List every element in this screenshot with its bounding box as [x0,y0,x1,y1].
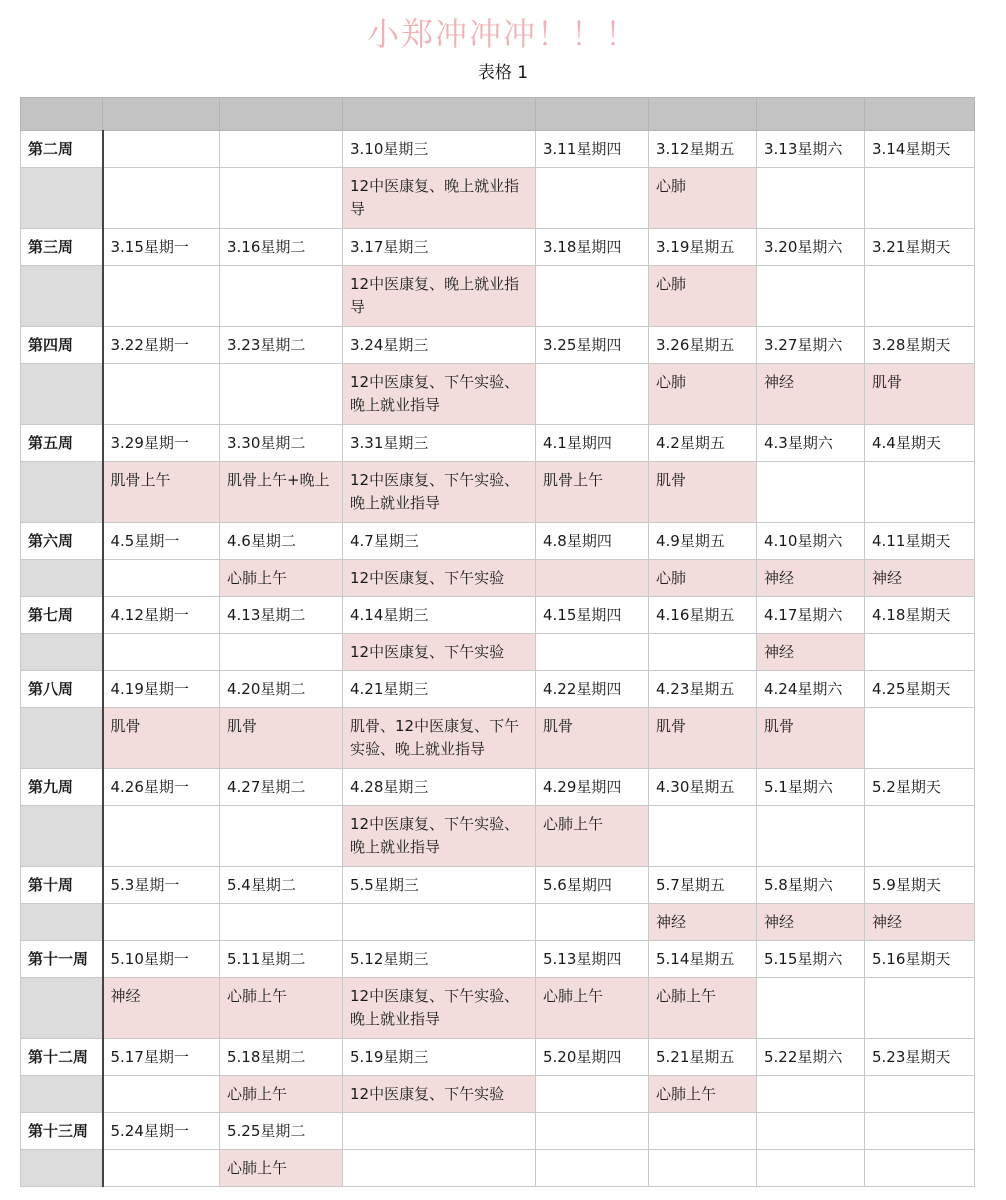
date-cell: 4.17星期六 [757,597,865,634]
date-cell: 5.20星期四 [536,1039,649,1076]
date-cell: 4.7星期三 [343,523,536,560]
date-cell: 5.3星期一 [103,867,220,904]
week-activity-row [21,364,975,425]
activity-cell [865,266,975,327]
date-cell: 5.18星期二 [220,1039,343,1076]
activity-cell [536,904,649,941]
week-label: 第四周 [21,327,103,364]
date-cell [343,1113,536,1150]
date-cell: 3.30星期二 [220,425,343,462]
activity-cell: 肌骨上午+晚上 [220,462,343,523]
date-cell: 4.21星期三 [343,671,536,708]
date-cell: 4.8星期四 [536,523,649,560]
header-cell [220,98,343,131]
week-label: 第二周 [21,131,103,168]
date-cell: 3.16星期二 [220,229,343,266]
activity-cell [103,806,220,867]
date-cell: 3.27星期六 [757,327,865,364]
activity-cell [757,806,865,867]
date-cell: 5.12星期三 [343,941,536,978]
week-date-row [21,1113,975,1150]
date-cell: 4.29星期四 [536,769,649,806]
activity-cell: 12中医康复、晚上就业指导 [343,168,536,229]
activity-cell [865,708,975,769]
activity-cell: 肌骨 [649,462,757,523]
activity-cell: 肌骨 [757,708,865,769]
activity-cell [103,1150,220,1187]
activity-cell [220,634,343,671]
date-cell: 5.22星期六 [757,1039,865,1076]
activity-cell [757,168,865,229]
date-cell: 4.19星期一 [103,671,220,708]
date-cell: 3.13星期六 [757,131,865,168]
date-cell: 4.2星期五 [649,425,757,462]
date-cell: 4.22星期四 [536,671,649,708]
week-activity-row [21,904,975,941]
activity-cell: 心肺上午 [220,1150,343,1187]
activity-cell [865,806,975,867]
activity-cell [103,560,220,597]
week-label: 第十一周 [21,941,103,978]
date-cell: 5.14星期五 [649,941,757,978]
date-cell: 4.13星期二 [220,597,343,634]
activity-cell [649,634,757,671]
week-label: 第十三周 [21,1113,103,1150]
activity-cell [865,978,975,1039]
week-label-spacer [21,904,103,941]
week-activity-row [21,462,975,523]
activity-cell: 肌骨 [865,364,975,425]
week-activity-row [21,266,975,327]
date-cell: 4.14星期三 [343,597,536,634]
activity-cell [536,560,649,597]
date-cell: 5.4星期二 [220,867,343,904]
date-cell: 3.12星期五 [649,131,757,168]
activity-cell: 12中医康复、下午实验、晚上就业指导 [343,806,536,867]
activity-cell [865,634,975,671]
week-date-row [21,597,975,634]
date-cell: 5.7星期五 [649,867,757,904]
header-cell [103,98,220,131]
activity-cell [757,462,865,523]
activity-cell: 肌骨 [649,708,757,769]
activity-cell: 12中医康复、晚上就业指导 [343,266,536,327]
date-cell: 5.11星期二 [220,941,343,978]
activity-cell [103,266,220,327]
week-date-row [21,769,975,806]
week-label-spacer [21,266,103,327]
date-cell [757,1113,865,1150]
activity-cell: 肌骨 [103,708,220,769]
date-cell: 4.23星期五 [649,671,757,708]
activity-cell: 神经 [865,560,975,597]
week-label: 第九周 [21,769,103,806]
activity-cell: 心肺上午 [536,806,649,867]
week-label-spacer [21,978,103,1039]
activity-cell [536,266,649,327]
date-cell: 4.16星期五 [649,597,757,634]
week-activity-row [21,806,975,867]
date-cell: 4.30星期五 [649,769,757,806]
activity-cell: 肌骨上午 [536,462,649,523]
activity-cell [536,1150,649,1187]
activity-cell: 肌骨上午 [103,462,220,523]
date-cell: 5.24星期一 [103,1113,220,1150]
activity-cell: 心肺上午 [649,1076,757,1113]
header-cell [343,98,536,131]
activity-cell: 12中医康复、下午实验、晚上就业指导 [343,462,536,523]
date-cell: 4.28星期三 [343,769,536,806]
activity-cell [220,904,343,941]
date-cell: 3.21星期天 [865,229,975,266]
date-cell: 3.19星期五 [649,229,757,266]
header-cell [649,98,757,131]
activity-cell: 12中医康复、下午实验 [343,1076,536,1113]
week-activity-row [21,1076,975,1113]
week-date-row [21,523,975,560]
activity-cell: 心肺上午 [536,978,649,1039]
date-cell: 4.11星期天 [865,523,975,560]
activity-cell [343,904,536,941]
week-label-spacer [21,560,103,597]
activity-cell: 神经 [757,634,865,671]
week-activity-row [21,560,975,597]
activity-cell [343,1150,536,1187]
week-date-row [21,671,975,708]
activity-cell: 心肺上午 [220,978,343,1039]
activity-cell [865,1150,975,1187]
date-cell: 5.10星期一 [103,941,220,978]
activity-cell [103,904,220,941]
activity-cell [757,266,865,327]
date-cell: 4.27星期二 [220,769,343,806]
activity-cell [649,1150,757,1187]
date-cell [865,1113,975,1150]
activity-cell [865,462,975,523]
activity-cell [757,1076,865,1113]
date-cell: 4.10星期六 [757,523,865,560]
date-cell: 5.15星期六 [757,941,865,978]
date-cell: 3.15星期一 [103,229,220,266]
date-cell: 4.24星期六 [757,671,865,708]
activity-cell [103,364,220,425]
activity-cell [103,634,220,671]
date-cell: 4.6星期二 [220,523,343,560]
date-cell: 5.19星期三 [343,1039,536,1076]
activity-cell: 神经 [649,904,757,941]
activity-cell: 心肺 [649,364,757,425]
header-cell [865,98,975,131]
date-cell: 4.12星期一 [103,597,220,634]
activity-cell: 神经 [103,978,220,1039]
week-date-row [21,867,975,904]
date-cell: 3.29星期一 [103,425,220,462]
activity-cell [220,806,343,867]
activity-cell [536,168,649,229]
date-cell: 5.17星期一 [103,1039,220,1076]
page-title: 小郑冲冲冲！！！ [366,15,639,53]
activity-cell [536,634,649,671]
week-date-row [21,941,975,978]
week-label: 第七周 [21,597,103,634]
activity-cell [757,978,865,1039]
date-cell: 3.31星期三 [343,425,536,462]
header-cell [536,98,649,131]
activity-cell: 神经 [865,904,975,941]
week-label: 第五周 [21,425,103,462]
activity-cell: 12中医康复、下午实验、晚上就业指导 [343,364,536,425]
date-cell [649,1113,757,1150]
week-date-row [21,131,975,168]
week-activity-row [21,978,975,1039]
date-cell: 4.15星期四 [536,597,649,634]
date-cell: 3.11星期四 [536,131,649,168]
week-date-row [21,1039,975,1076]
date-cell [220,131,343,168]
date-cell: 5.25星期二 [220,1113,343,1150]
header-cell [21,98,103,131]
header-row [21,98,975,131]
date-cell: 4.18星期天 [865,597,975,634]
date-cell: 3.10星期三 [343,131,536,168]
date-cell: 5.1星期六 [757,769,865,806]
date-cell: 3.23星期二 [220,327,343,364]
date-cell: 3.20星期六 [757,229,865,266]
activity-cell [865,168,975,229]
week-label-spacer [21,1150,103,1187]
activity-cell: 12中医康复、下午实验 [343,634,536,671]
activity-cell: 心肺上午 [220,560,343,597]
date-cell: 5.13星期四 [536,941,649,978]
schedule-table [20,97,975,1187]
date-cell: 4.26星期一 [103,769,220,806]
week-label: 第八周 [21,671,103,708]
date-cell: 3.26星期五 [649,327,757,364]
activity-cell: 12中医康复、下午实验、晚上就业指导 [343,978,536,1039]
date-cell: 4.3星期六 [757,425,865,462]
activity-cell [536,1076,649,1113]
week-date-row [21,425,975,462]
activity-cell: 心肺 [649,266,757,327]
date-cell: 3.18星期四 [536,229,649,266]
activity-cell: 神经 [757,560,865,597]
date-cell: 4.4星期天 [865,425,975,462]
activity-cell [220,168,343,229]
week-label: 第六周 [21,523,103,560]
activity-cell: 心肺 [649,168,757,229]
header-cell [757,98,865,131]
activity-cell [103,1076,220,1113]
week-label-spacer [21,364,103,425]
activity-cell: 心肺 [649,560,757,597]
activity-cell [536,364,649,425]
week-label-spacer [21,462,103,523]
date-cell: 3.24星期三 [343,327,536,364]
date-cell: 4.25星期天 [865,671,975,708]
week-label: 第十周 [21,867,103,904]
date-cell: 4.1星期四 [536,425,649,462]
date-cell: 3.14星期天 [865,131,975,168]
activity-cell [865,1076,975,1113]
week-label-spacer [21,634,103,671]
date-cell: 5.5星期三 [343,867,536,904]
activity-cell: 神经 [757,364,865,425]
date-cell: 3.22星期一 [103,327,220,364]
activity-cell: 12中医康复、下午实验 [343,560,536,597]
date-cell: 5.6星期四 [536,867,649,904]
week-label-spacer [21,1076,103,1113]
activity-cell [103,168,220,229]
table-caption: 表格 1 [477,63,529,83]
date-cell [103,131,220,168]
week-activity-row [21,1150,975,1187]
activity-cell: 肌骨 [536,708,649,769]
activity-cell [649,806,757,867]
activity-cell [757,1150,865,1187]
activity-cell: 心肺上午 [220,1076,343,1113]
date-cell: 5.21星期五 [649,1039,757,1076]
activity-cell: 神经 [757,904,865,941]
week-label-spacer [21,708,103,769]
week-label: 第十二周 [21,1039,103,1076]
activity-cell [220,266,343,327]
date-cell: 4.20星期二 [220,671,343,708]
activity-cell: 肌骨 [220,708,343,769]
week-activity-row [21,168,975,229]
date-cell [536,1113,649,1150]
date-cell: 5.8星期六 [757,867,865,904]
week-label: 第三周 [21,229,103,266]
date-cell: 4.9星期五 [649,523,757,560]
date-cell: 3.17星期三 [343,229,536,266]
activity-cell: 肌骨、12中医康复、下午实验、晚上就业指导 [343,708,536,769]
date-cell: 5.23星期天 [865,1039,975,1076]
week-activity-row [21,634,975,671]
week-activity-row [21,708,975,769]
activity-cell [220,364,343,425]
date-cell: 3.25星期四 [536,327,649,364]
date-cell: 3.28星期天 [865,327,975,364]
week-label-spacer [21,806,103,867]
date-cell: 5.9星期天 [865,867,975,904]
week-label-spacer [21,168,103,229]
date-cell: 5.16星期天 [865,941,975,978]
date-cell: 4.5星期一 [103,523,220,560]
week-date-row [21,229,975,266]
activity-cell: 心肺上午 [649,978,757,1039]
date-cell: 5.2星期天 [865,769,975,806]
week-date-row [21,327,975,364]
